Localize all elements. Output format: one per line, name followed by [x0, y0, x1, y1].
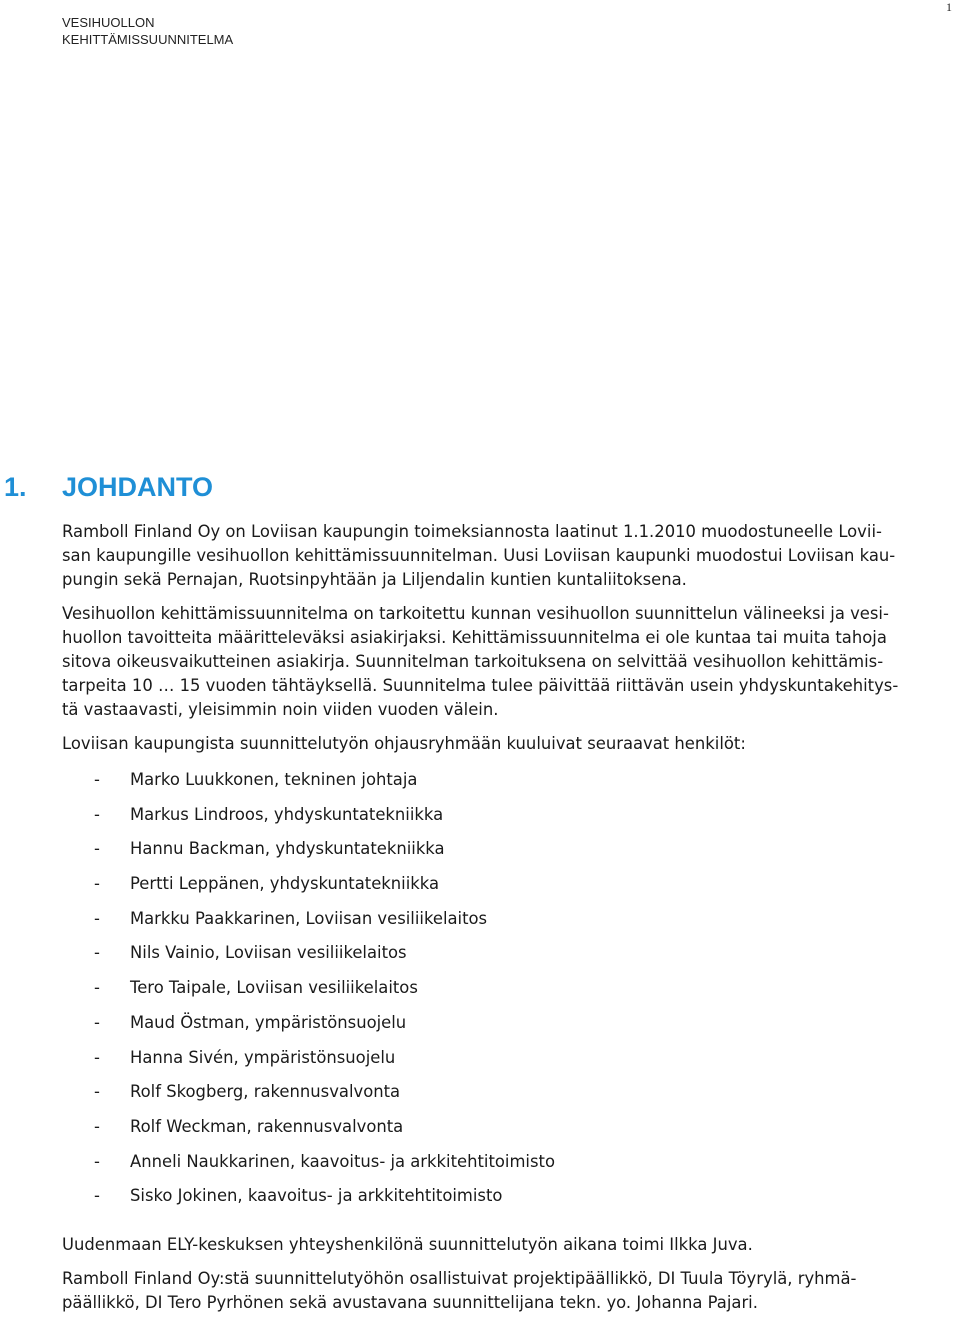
- text-line: pungin sekä Pernajan, Ruotsinpyhtään ja Liljendalin kuntien kuntaliitoksena.: [62, 570, 687, 589]
- bullet-dash: -: [94, 978, 100, 998]
- list-item: [62, 1080, 952, 1115]
- bullet-dash: -: [94, 874, 100, 894]
- list-item: [62, 907, 952, 942]
- paragraph-purpose: [62, 602, 952, 722]
- bullet-dash: -: [94, 839, 100, 859]
- member-name: Tero Taipale, Loviisan vesiliikelaitos: [130, 978, 418, 998]
- member-name: Pertti Leppänen, yhdyskuntatekniikka: [130, 874, 440, 894]
- header-line-2: KEHITTÄMISSUUNNITELMA: [62, 32, 234, 47]
- list-item: [62, 976, 952, 1011]
- member-name: Nils Vainio, Loviisan vesiliikelaitos: [130, 943, 407, 963]
- member-name: Anneli Naukkarinen, kaavoitus- ja arkkitehtitoimisto: [130, 1151, 555, 1171]
- paragraph-intro: [62, 520, 952, 592]
- list-item: [62, 803, 952, 838]
- section-title: JOHDANTO: [62, 472, 214, 502]
- list-item: [62, 1150, 952, 1185]
- member-name: Rolf Weckman, rakennusvalvonta: [130, 1116, 404, 1136]
- text-line: tarpeita 10 … 15 vuoden tähtäyksellä. Suunnitelma tulee päivittää riittävän usein yhdyskuntakehitys-: [62, 676, 899, 695]
- document-header: [62, 14, 233, 48]
- member-name: Hanna Sivén, ympäristönsuojelu: [130, 1047, 396, 1067]
- text-line: san kaupungille vesihuollon kehittämissuunnitelman. Uusi Loviisan kaupunki muodostui Loviisan kau-: [62, 546, 896, 565]
- paragraph-ely-contact: [62, 1233, 952, 1257]
- text-line: Uudenmaan ELY-keskuksen yhteyshenkilönä suunnittelutyön aikana toimi Ilkka Juva.: [62, 1234, 753, 1254]
- member-name: Sisko Jokinen, kaavoitus- ja arkkitehtitoimisto: [130, 1186, 503, 1206]
- member-name: Maud Östman, ympäristönsuojelu: [130, 1012, 407, 1032]
- text-line: Ramboll Finland Oy on Loviisan kaupungin toimeksiannosta laatinut 1.1.2010 muodostuneelle Lovii-: [62, 522, 882, 541]
- section-number: 1.: [4, 472, 27, 502]
- text-line: Vesihuollon kehittämissuunnitelma on tarkoitettu kunnan vesihuollon suunnittelun välineeksi ja vesi-: [62, 604, 889, 623]
- body-content: [62, 520, 952, 1315]
- list-item: [62, 837, 952, 872]
- list-item: [62, 1046, 952, 1081]
- list-item: [62, 768, 952, 803]
- list-item: [62, 1184, 952, 1219]
- bullet-dash: -: [94, 1151, 100, 1171]
- paragraph-ramboll-team: [62, 1267, 952, 1315]
- header-line-1: VESIHUOLLON: [62, 15, 155, 30]
- list-item: [62, 941, 952, 976]
- list-item: [62, 872, 952, 907]
- text-line: tä vastaavasti, yleisimmin noin viiden vuoden välein.: [62, 700, 499, 719]
- bullet-dash: -: [94, 1116, 100, 1136]
- member-name: Rolf Skogberg, rakennusvalvonta: [130, 1082, 401, 1102]
- text-line: Loviisan kaupungista suunnittelutyön ohjausryhmään kuuluivat seuraavat henkilöt:: [62, 734, 746, 753]
- member-list: [62, 768, 952, 1219]
- bullet-dash: -: [94, 1012, 100, 1032]
- text-line: päällikkö, DI Tero Pyrhönen sekä avustavana suunnittelijana tekn. yo. Johanna Pajari.: [62, 1292, 758, 1312]
- bullet-dash: -: [94, 1082, 100, 1102]
- bullet-dash: -: [94, 804, 100, 824]
- text-line: sitova oikeusvaikutteinen asiakirja. Suunnitelman tarkoituksena on selvittää vesihuollon kehittämis-: [62, 652, 884, 671]
- list-item: [62, 1011, 952, 1046]
- text-line: huollon tavoitteita määritteleväksi asiakirjaksi. Kehittämissuunnitelma ei ole kuntaa tai muita tahoja: [62, 628, 887, 647]
- member-name: Marko Luukkonen, tekninen johtaja: [130, 770, 418, 789]
- paragraph-steering-group: [62, 732, 952, 756]
- page-number: 1: [946, 0, 952, 14]
- bullet-dash: -: [94, 943, 100, 963]
- list-item: [62, 1115, 952, 1150]
- bullet-dash: -: [94, 908, 100, 928]
- member-name: Hannu Backman, yhdyskuntatekniikka: [130, 839, 445, 859]
- bullet-dash: -: [94, 1047, 100, 1067]
- member-name: Markus Lindroos, yhdyskuntatekniikka: [130, 804, 444, 824]
- bullet-dash: -: [94, 770, 100, 789]
- member-name: Markku Paakkarinen, Loviisan vesiliikelaitos: [130, 908, 488, 928]
- text-line: Ramboll Finland Oy:stä suunnittelutyöhön osallistuivat projektipäällikkö, DI Tuula Töyrylä, ryhmä-: [62, 1268, 857, 1288]
- bullet-dash: -: [94, 1186, 100, 1206]
- section-heading: [4, 472, 213, 503]
